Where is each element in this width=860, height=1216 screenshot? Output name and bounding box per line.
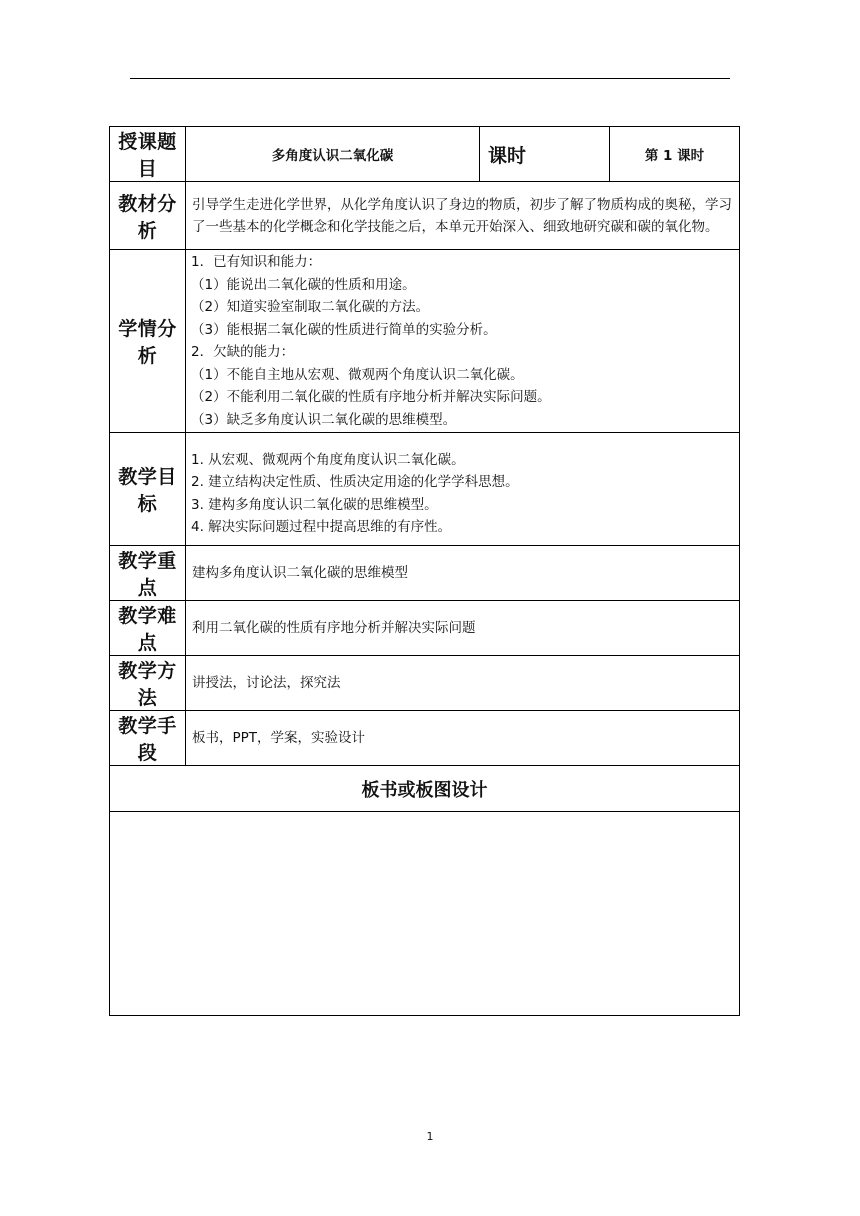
textbook-analysis-label: 教材分析 — [110, 182, 186, 250]
difficulties-row — [110, 601, 740, 656]
student-analysis-line: 2．欠缺的能力： — [191, 344, 295, 360]
student-analysis-content — [186, 250, 740, 433]
student-analysis-line: （2）不能利用二氧化碳的性质有序地分析并解决实际问题。 — [191, 389, 551, 405]
period-value: 第 1 课时 — [610, 127, 740, 182]
board-design-area-row — [110, 812, 740, 1016]
methods-text: 讲授法，讨论法，探究法 — [186, 656, 740, 711]
methods-label: 教学方法 — [110, 656, 186, 711]
student-analysis-line: （1）不能自主地从宏观、微观两个角度认识二氧化碳。 — [191, 366, 524, 383]
means-text: 板书，PPT，学案，实验设计 — [186, 711, 740, 766]
topic-row — [110, 127, 740, 182]
student-analysis-line: （1）能说出二氧化碳的性质和用途。 — [191, 276, 416, 293]
student-analysis-line: （2）知道实验室制取二氧化碳的方法。 — [191, 299, 430, 315]
textbook-analysis-row — [110, 182, 740, 250]
key-points-label: 教学重点 — [110, 546, 186, 601]
board-design-title: 板书或板图设计 — [110, 766, 740, 812]
means-row — [110, 711, 740, 766]
student-analysis-line: （3）缺乏多角度认识二氧化碳的思维模型。 — [191, 411, 457, 428]
key-points-row — [110, 546, 740, 601]
period-label: 课时 — [480, 127, 610, 182]
lesson-plan-table — [109, 126, 740, 1016]
textbook-analysis-text: 引导学生走进化学世界，从化学角度认识了身边的物质，初步了解了物质构成的奥秘，学习了一些基本的化学概念和化学技能之后，本单元开始深入、细致地研究碳和碳的氧化物。 — [186, 182, 740, 250]
student-analysis-line: 1．已有知识和能力： — [191, 254, 322, 270]
difficulties-text: 利用二氧化碳的性质有序地分析并解决实际问题 — [186, 601, 740, 656]
key-points-text: 建构多角度认识二氧化碳的思维模型 — [186, 546, 740, 601]
student-analysis-label: 学情分析 — [110, 250, 186, 433]
means-label: 教学手段 — [110, 711, 186, 766]
teaching-goal-line: 1. 从宏观、微观两个角度角度认识二氧化碳。 — [191, 451, 465, 468]
difficulties-label: 教学难点 — [110, 601, 186, 656]
topic-label: 授课题目 — [110, 127, 186, 182]
student-analysis-line: （3）能根据二氧化碳的性质进行简单的实验分析。 — [191, 321, 497, 338]
board-design-header-row — [110, 766, 740, 812]
header-rule — [130, 78, 730, 79]
methods-row — [110, 656, 740, 711]
teaching-goals-label: 教学目标 — [110, 433, 186, 546]
student-analysis-row — [110, 250, 740, 433]
board-design-area — [110, 812, 740, 1016]
teaching-goals-row — [110, 433, 740, 546]
topic-value: 多角度认识二氧化碳 — [186, 127, 480, 182]
teaching-goals-content — [186, 433, 740, 546]
page-number: 1 — [426, 1130, 434, 1143]
teaching-goal-line: 2. 建立结构决定性质、性质决定用途的化学学科思想。 — [191, 474, 519, 490]
teaching-goal-line: 4. 解决实际问题过程中提高思维的有序性。 — [191, 519, 452, 535]
teaching-goal-line: 3. 建构多角度认识二氧化碳的思维模型。 — [191, 496, 438, 513]
